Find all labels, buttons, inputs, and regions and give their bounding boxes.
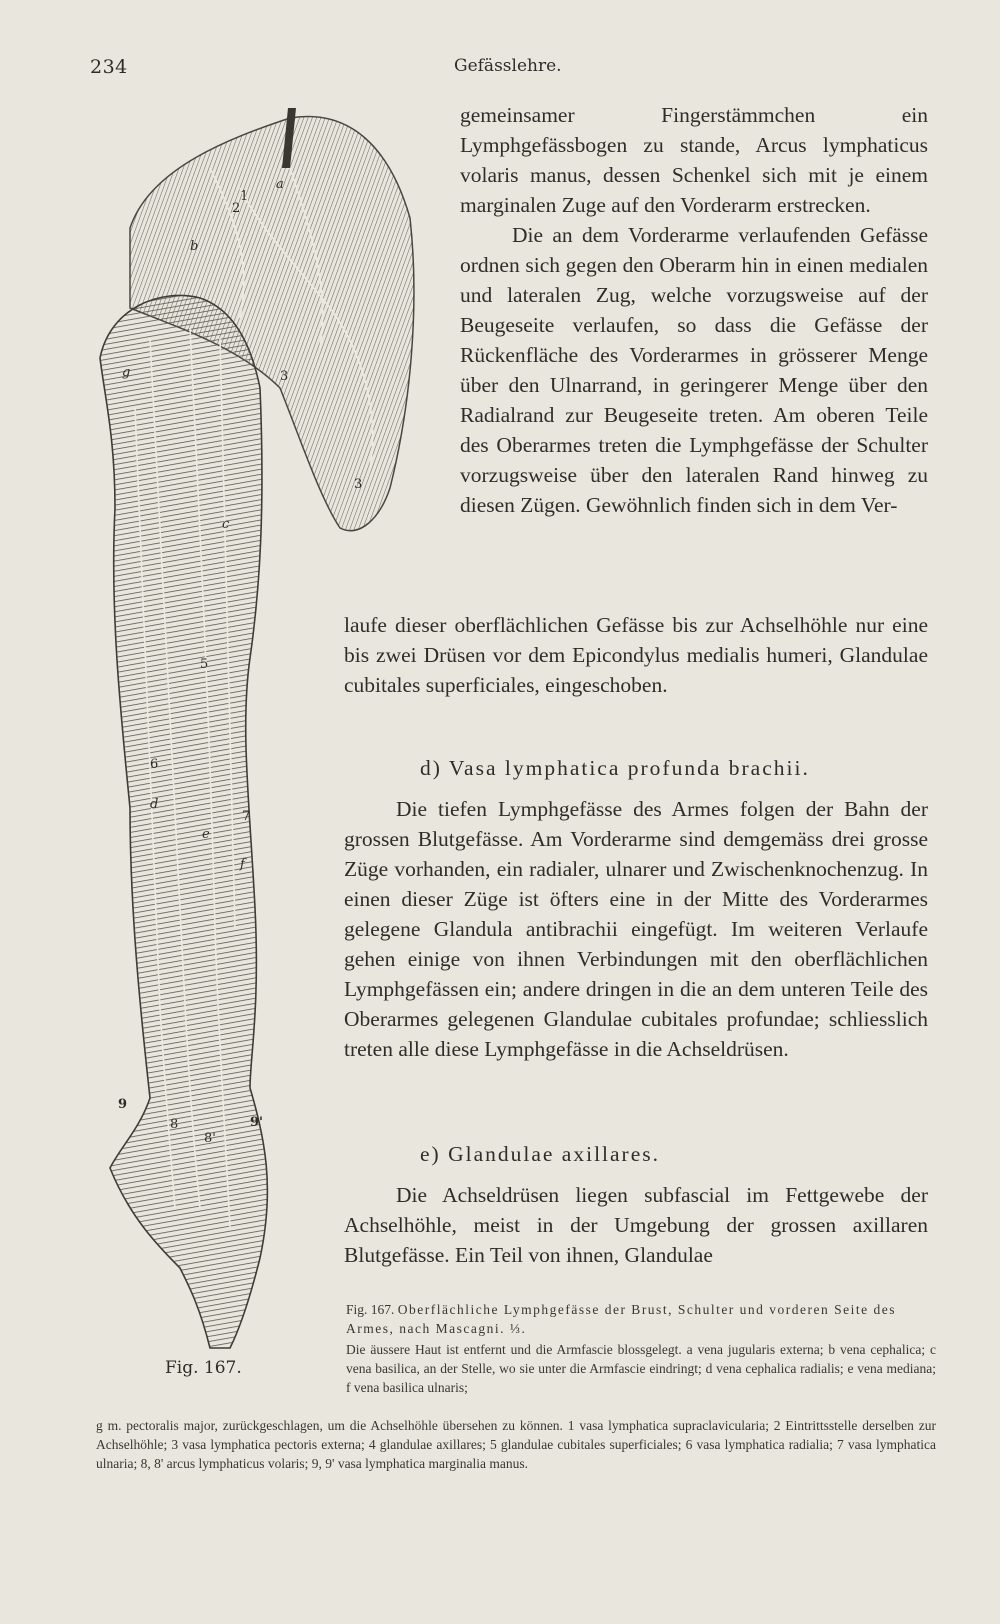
paragraph-tiefe-lymphgefaesse: Die tiefen Lymphgefässe des Armes folgen der Bahn der grossen Blutgefässe. Am Vorderarme sind demgemäss drei grosse Züge vorhanden, ein radialer, ulnarer und Zwischenknochenzug. In einen dieser Züge ist öfters eine in der Mitte des Vorderarmes gelegene Glandula antibrachii eingefügt. Im weiteren Verlaufe gehen einige von ihnen Verbindungen mit den oberflächlichen Lymphgefässen ein; andere dringen in die an dem unteren Teile des Oberarmes gelegenen Glandulae cubitales profundae; schliesslich treten alle diese Lymphgefässe in die Achseldrüsen. xyxy=(344,797,928,1061)
body-text-section-e xyxy=(344,1180,928,1270)
page-number: 234 xyxy=(90,56,128,78)
fig-letter-c: c xyxy=(222,517,230,532)
figure-caption-title xyxy=(346,1300,936,1338)
paragraph-vorderarm-continued: laufe dieser oberflächlichen Gefässe bis zur Achselhöhle nur eine bis zwei Drüsen vor dem Epicondylus medialis humeri, Glandulae cubitales superficiales, eingeschoben. xyxy=(344,613,928,697)
figure-caption-narrow: Die äussere Haut ist entfernt und die Armfascie blossgelegt. a vena jugularis externa; b vena cephalica; c vena basilica, an der Stelle, wo sie unter die Armfascie eindringt; d vena cephalica radialis; e vena mediana; f vena basilica ulnaris; xyxy=(346,1342,936,1395)
fig-letter-g: g xyxy=(122,365,131,380)
body-text-section-d xyxy=(344,794,928,1064)
paragraph-arcus: gemeinsamer Fingerstämmchen ein Lymphgefässbogen zu stande, Arcus lymphaticus volaris manus, dessen Schenkel sich mit je einem marginalen Zuge auf den Vorderarm erstrecken. xyxy=(460,103,928,217)
running-title: Gefässlehre. xyxy=(454,56,562,76)
fig-number-8: 8 xyxy=(170,1117,179,1132)
caption-title: Oberflächliche Lymphgefässe der Brust, Schulter und vorderen Seite des Armes, nach Mascagni. ⅓. xyxy=(346,1302,897,1336)
caption-fig-prefix: Fig. 167. xyxy=(346,1302,395,1317)
fig-number-3b: 3 xyxy=(354,477,363,492)
fig-number-8prime: 8' xyxy=(204,1131,216,1146)
arm-lymphatics-illustration xyxy=(90,108,430,1368)
fig-letter-b: b xyxy=(190,239,199,254)
figure-label: Fig. 167. xyxy=(165,1358,242,1378)
fig-number-9: 9 xyxy=(118,1097,128,1112)
figure-caption-wide: g m. pectoralis major, zurückgeschlagen, um die Achselhöhle übersehen zu können. 1 vasa lymphatica supraclavicularia; 2 Eintrittsstelle derselben zur Achselhöhle; 3 vasa lymphatica pectoris externa; 4 glandulae axillares; 5 glandulae cubitales superficiales; 6 vasa lymphatica radialia; 7 vasa lymphatica ulnaria; 8, 8' arcus lymphaticus volaris; 9, 9' vasa lymphatica marginalia manus. xyxy=(96,1418,936,1471)
section-heading-d: d) Vasa lymphatica profunda brachii. xyxy=(420,756,810,780)
fig-letter-e: e xyxy=(202,827,210,842)
fig-number-9prime: 9' xyxy=(250,1115,264,1130)
fig-letter-d: d xyxy=(150,797,159,812)
paragraph-achseldruesen: Die Achseldrüsen liegen subfascial im Fettgewebe der Achselhöhle, meist in der Umgebung der grossen axillaren Blutgefässe. Ein Teil von ihnen, Glandulae xyxy=(344,1183,928,1267)
fig-number-5: 5 xyxy=(200,657,209,672)
fig-number-6: 6 xyxy=(150,757,159,772)
fig-number-1: 1 xyxy=(240,189,249,204)
fig-number-2: 2 xyxy=(232,201,241,216)
fig-number-3a: 3 xyxy=(280,369,289,384)
paragraph-vorderarm: Die an dem Vorderarme verlaufenden Gefässe ordnen sich gegen den Oberarm hin in einen medialen und lateralen Zug, welche vorzugsweise auf der Beugeseite verlaufen, so dass die Gefässe der Rückenfläche des Vorderarmes in grösserer Menge über den Ulnarrand, in geringerer Menge über den Radialrand zur Beugeseite treten. Am oberen Teile des Oberarmes treten die Lymphgefässe der Schulter vorzugsweise über den lateralen Rand hinweg zu diesen Zügen. Gewöhnlich finden sich in dem Ver- xyxy=(460,223,928,517)
fig-number-7: 7 xyxy=(242,809,251,824)
body-text-narrow-column xyxy=(460,100,928,520)
anatomical-figure xyxy=(90,108,430,1368)
running-head xyxy=(0,56,1000,86)
section-heading-e: e) Glandulae axillares. xyxy=(420,1142,661,1166)
body-text-wide-continuation xyxy=(344,610,928,700)
fig-letter-a: a xyxy=(276,177,284,192)
fig-letter-f: f xyxy=(240,857,245,872)
